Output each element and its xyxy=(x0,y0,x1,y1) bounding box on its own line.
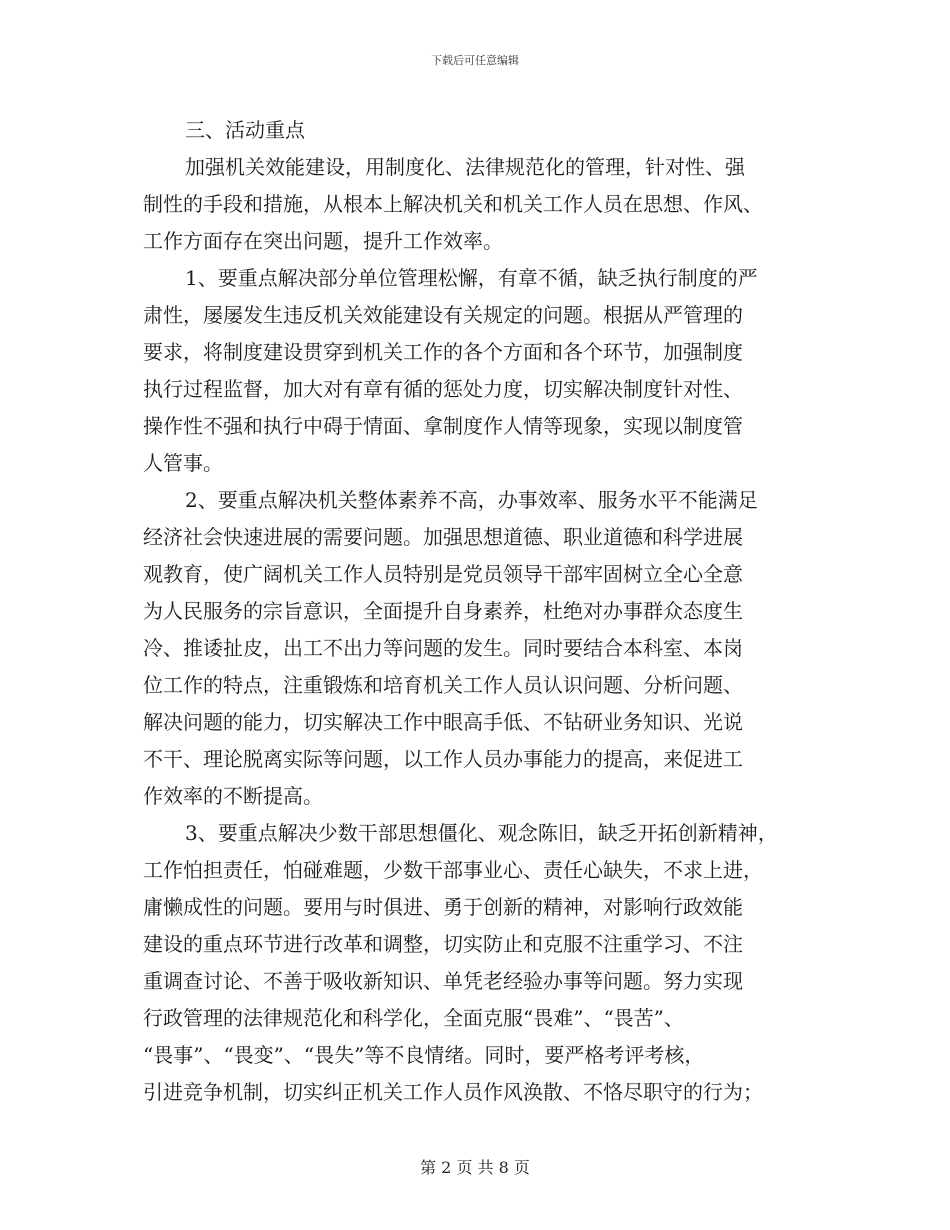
paragraph-line: 为人民服务的宗旨意识，全面提升自身素养，杜绝对办事群众态度生 xyxy=(143,599,743,623)
paragraph-line: 人管事。 xyxy=(143,451,223,475)
paragraph-line: 2、要重点解决机关整体素养不高，办事效率、服务水平不能满足 xyxy=(185,488,758,512)
header-note: 下载后可任意编辑 xyxy=(431,54,519,67)
paragraph-line: 3、要重点解决少数干部思想僵化、观念陈旧，缺乏开拓创新精神， xyxy=(185,821,778,845)
document-body xyxy=(143,112,823,1111)
page-number: 第 2 页 共 8 页 xyxy=(420,1158,530,1177)
paragraph-line: 重调查讨论、不善于吸收新知识、单凭老经验办事等问题。努力实现 xyxy=(143,969,743,993)
paragraph-line: 位工作的特点，注重锻炼和培育机关工作人员认识问题、分析问题、 xyxy=(143,673,743,697)
paragraph-line: 1、要重点解决部分单位管理松懈，有章不循，缺乏执行制度的严 xyxy=(185,266,758,290)
paragraph-line: 行政管理的法律规范化和科学化，全面克服“畏难”、“畏苦”、 xyxy=(143,1006,684,1030)
paragraph-line: 肃性，屡屡发生违反机关效能建设有关规定的问题。根据从严管理的 xyxy=(143,303,743,327)
paragraph-line: 建设的重点环节进行改革和调整，切实防止和克服不注重学习、不注 xyxy=(143,932,743,956)
paragraph-line: 经济社会快速进展的需要问题。加强思想道德、职业道德和科学进展 xyxy=(143,525,743,549)
paragraph-line: 工作怕担责任，怕碰难题，少数干部事业心、责任心缺失，不求上进， xyxy=(143,858,763,882)
paragraph-line: “畏事”、“畏变”、“畏失”等不良情绪。同时，要严格考评考核， xyxy=(143,1043,705,1067)
section-heading: 三、活动重点 xyxy=(185,118,305,142)
paragraph-line: 解决问题的能力，切实解决工作中眼高手低、不钻研业务知识、光说 xyxy=(143,710,743,734)
paragraph-line: 要求，将制度建设贯穿到机关工作的各个方面和各个环节，加强制度 xyxy=(143,340,743,364)
paragraph-line: 执行过程监督，加大对有章有循的惩处力度，切实解决制度针对性、 xyxy=(143,377,743,401)
paragraph-line: 操作性不强和执行中碍于情面、拿制度作人情等现象，实现以制度管 xyxy=(143,414,743,438)
paragraph-line: 庸懒成性的问题。要用与时俱进、勇于创新的精神，对影响行政效能 xyxy=(143,895,743,919)
paragraph-line: 观教育，使广阔机关工作人员特别是党员领导干部牢固树立全心全意 xyxy=(143,562,743,586)
paragraph-line: 不干、理论脱离实际等问题，以工作人员办事能力的提高，来促进工 xyxy=(143,747,743,771)
paragraph-line: 加强机关效能建设，用制度化、法律规范化的管理，针对性、强 xyxy=(185,155,745,179)
paragraph-line: 工作方面存在突出问题，提升工作效率。 xyxy=(143,229,503,253)
paragraph-line: 制性的手段和措施，从根本上解决机关和机关工作人员在思想、作风、 xyxy=(143,192,763,216)
paragraph-line: 作效率的不断提高。 xyxy=(143,784,323,808)
paragraph-line: 冷、推诿扯皮，出工不出力等问题的发生。同时要结合本科室、本岗 xyxy=(143,636,743,660)
paragraph-line: 引进竞争机制，切实纠正机关工作人员作风涣散、不恪尽职守的行为； xyxy=(143,1080,763,1104)
